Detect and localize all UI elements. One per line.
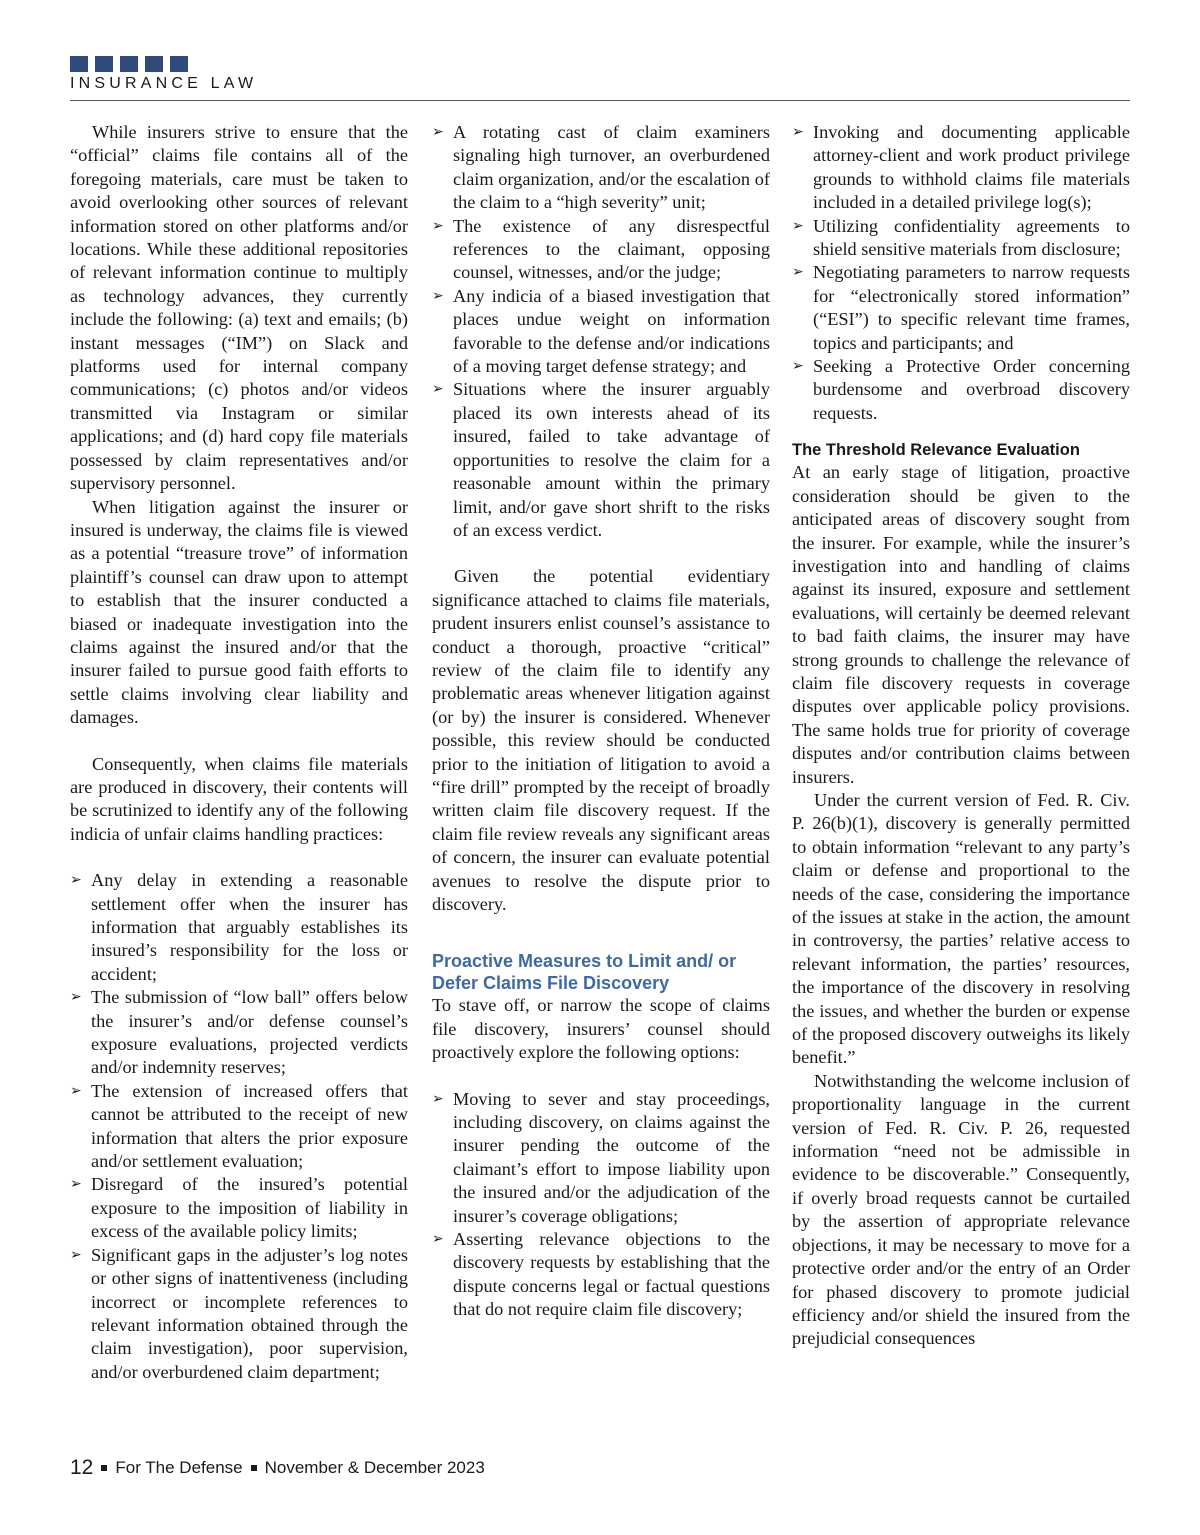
- column-2: [432, 121, 770, 1322]
- paragraph: Given the potential evidentiary significance attached to claims file materials, prudent insurers enlist counsel’s assistance to conduct a thorough, proactive “critical” review of the claim file to identify any problematic areas whenever litigation against (or by) the insurer is considered. Whenever possible, this review should be conducted prior to the initiation of litigation to avoid a “fire drill” prompted by the receipt of broadly written claim file discovery request. If the claim file review reveals any significant areas of concern, the insurer can evaluate potential avenues to resolve the dispute prior to discovery.: [432, 566, 770, 914]
- list-item: ➢ Moving to sever and stay proceedings, including discovery, on claims against the insurer pending the outcome of the claimant’s effort to impose liability upon the insured and/or the adjudication of the insurer’s coverage obligations;: [432, 1088, 770, 1226]
- header-squares-decoration: [70, 56, 1130, 72]
- paragraph: To stave off, or narrow the scope of claims file discovery, insurers’ counsel should proactively explore the following options:: [432, 995, 770, 1063]
- bullet-list: [792, 121, 1130, 425]
- separator-dot: [251, 1465, 257, 1471]
- arrow-bullet-icon: ➢: [432, 124, 444, 140]
- list-item: ➢ Invoking and documenting applicable attorney-client and work product privilege grounds to withhold claims file materials included in a detailed privilege log(s);: [792, 122, 1130, 213]
- arrow-bullet-icon: ➢: [70, 989, 82, 1006]
- list-item: ➢ Negotiating parameters to narrow requests for “electronically stored information” (“ESI”) to specific relevant time frames, topics and participants; and: [792, 262, 1130, 353]
- bullet-list: [70, 869, 408, 1384]
- list-item: ➢ Utilizing confidentiality agreements to shield sensitive materials from disclosure;: [792, 215, 1130, 260]
- publication-name: For The Defense: [115, 1458, 243, 1477]
- list-item: ➢ Significant gaps in the adjuster’s log notes or other signs of inattentiveness (including incorrect or incomplete references to relevant information obtained through the claim investigation), poor supervision, and/or overburdened claim department;: [70, 1244, 408, 1382]
- paragraph: At an early stage of litigation, proactive consideration should be given to the anticipated areas of discovery sought from the insurer. For example, while the insurer’s investigation into and handling of claims against its insured, exposure and settlement evaluations, will certainly be deemed relevant to bad faith claims, the insurer may have strong grounds to challenge the relevance of claim file discovery requests in coverage disputes over applicable policy provisions. The same holds true for priority of coverage disputes and/or contribution claims between insurers.: [792, 462, 1130, 787]
- list-item: ➢ Asserting relevance objections to the discovery requests by establishing that the dispute concerns legal or factual questions that do not require claim file discovery;: [432, 1229, 770, 1320]
- list-item: ➢ A rotating cast of claim examiners signaling high turnover, an overburdened claim organization, and/or the escalation of the claim to a “high severity” unit;: [432, 122, 770, 213]
- arrow-bullet-icon: ➢: [792, 217, 804, 234]
- column-1: [70, 121, 408, 1384]
- page-header: [70, 56, 1130, 93]
- list-item: ➢ The submission of “low ball” offers below the insurer’s and/or defense counsel’s exposure evaluations, projected verdicts and/or indemnity reserves;: [70, 987, 408, 1078]
- list-item: ➢ The extension of increased offers that cannot be attributed to the receipt of new information that alters the prior exposure and/or settlement evaluation;: [70, 1080, 408, 1172]
- bullet-list: [432, 121, 770, 542]
- arrow-bullet-icon: ➢: [70, 1082, 82, 1099]
- arrow-bullet-icon: ➢: [432, 1090, 444, 1107]
- bullet-list: [432, 1088, 770, 1322]
- issue-date: November & December 2023: [264, 1458, 485, 1477]
- paragraph: Consequently, when claims file materials are produced in discovery, their contents will be scrutinized to identify any of the following indicia of unfair claims handling practices:: [70, 753, 408, 844]
- paragraph: Under the current version of Fed. R. Civ. P. 26(b)(1), discovery is generally permitted to obtain information “relevant to any party’s claim or defense and proportional to the needs of the case, considering the importance of the issues at stake in the action, the amount in controversy, the parties’ relative access to relevant information, the parties’ resources, the importance of the discovery in resolving the issues, and whether the burden or expense of the proposed discovery outweighs its likely benefit.”: [792, 789, 1130, 1068]
- list-item: ➢ The existence of any disrespectful references to the claimant, opposing counsel, witnesses, and/or the judge;: [432, 215, 770, 283]
- column-3: [792, 121, 1130, 1351]
- separator-dot: [101, 1465, 107, 1471]
- arrow-bullet-icon: ➢: [792, 264, 804, 281]
- list-item: ➢ Seeking a Protective Order concerning burdensome and overbroad discovery requests.: [792, 356, 1130, 423]
- page-footer: [70, 1456, 485, 1480]
- list-item: ➢ Situations where the insurer arguably placed its own interests ahead of its insured, failed to take advantage of opportunities to resolve the claim for a reasonable amount within the primary limit, and/or gave short shrift to the risks of an excess verdict.: [432, 379, 770, 540]
- section-heading: Proactive Measures to Limit and/ or Defer Claims File Discovery: [432, 951, 737, 994]
- arrow-bullet-icon: ➢: [792, 124, 804, 140]
- arrow-bullet-icon: ➢: [70, 1176, 82, 1193]
- arrow-bullet-icon: ➢: [70, 872, 82, 889]
- paragraph: When litigation against the insurer or insured is underway, the claims file is viewed as a potential “treasure trove” of information plaintiff’s counsel can draw upon to attempt to establish that the insurer conducted a biased or inadequate investigation into the claims against the insured and/or that the insurer failed to pursue good faith efforts to settle claims involving clear liability and damages.: [70, 496, 408, 728]
- list-item: ➢ Any delay in extending a reasonable settlement offer when the insurer has information that arguably establishes its insured’s responsibility for the loss or accident;: [70, 870, 408, 984]
- list-item: ➢ Any indicia of a biased investigation that places undue weight on information favorable to the defense and/or indications of a moving target defense strategy; and: [432, 285, 770, 377]
- section-label: INSURANCE LAW: [70, 75, 258, 92]
- paragraph: Notwithstanding the welcome inclusion of proportionality language in the current version of Fed. R. Civ. P. 26, requested information “need not be admissible in evidence to be discoverable.” Consequently, if overly broad requests cannot be curtailed by the assertion of appropriate relevance objections, it may be necessary to move for a protective order and/or the entry of an Order for phased discovery to promote judicial efficiency and/or shield the insured from the prejudicial consequences: [792, 1070, 1130, 1349]
- paragraph: While insurers strive to ensure that the “official” claims file contains all of the foregoing materials, care must be taken to avoid overlooking other sources of relevant information stored on other platforms and/or locations. While these additional repositories of relevant information continue to multiply as technology advances, they currently include the following: (a) text and emails; (b) instant messages (“IM”) on Slack and platforms used for internal company communications; (c) photos and/or videos transmitted via Instagram or similar applications; and (d) hard copy file materials possessed by claim representatives and/or supervisory personnel.: [70, 122, 408, 494]
- arrow-bullet-icon: ➢: [432, 217, 444, 234]
- arrow-bullet-icon: ➢: [70, 1246, 82, 1263]
- arrow-bullet-icon: ➢: [432, 381, 444, 398]
- arrow-bullet-icon: ➢: [792, 358, 804, 375]
- arrow-bullet-icon: ➢: [432, 1231, 444, 1248]
- header-rule: [70, 100, 1130, 101]
- page-number: 12: [70, 1456, 94, 1479]
- list-item: ➢ Disregard of the insured’s potential exposure to the imposition of liability in excess of the available policy limits;: [70, 1174, 408, 1242]
- arrow-bullet-icon: ➢: [432, 287, 444, 304]
- section-heading: The Threshold Relevance Evaluation: [792, 441, 1080, 460]
